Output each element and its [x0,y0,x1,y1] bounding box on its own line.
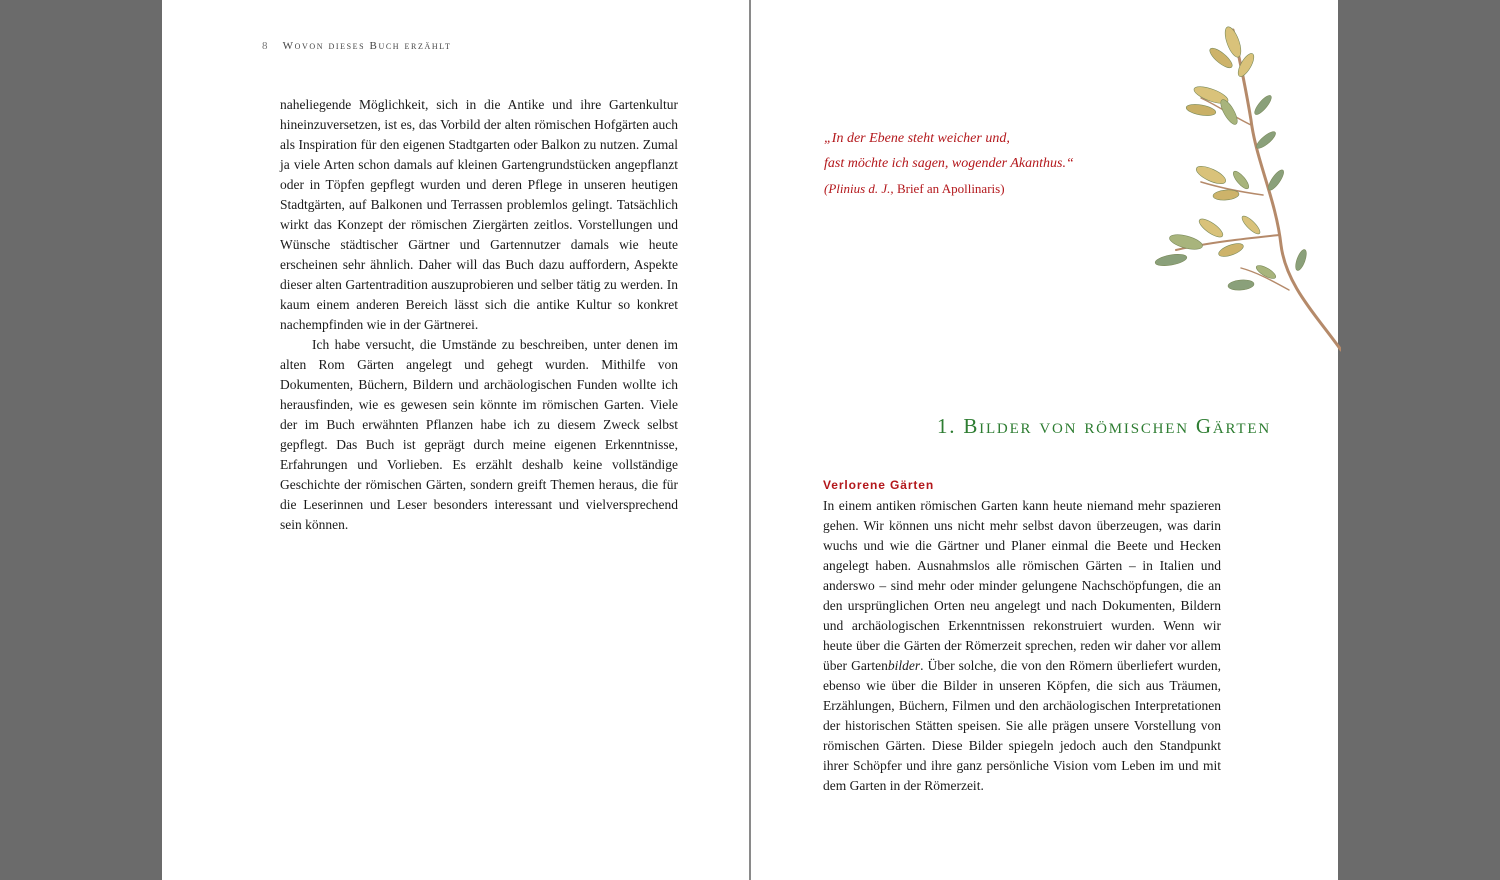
chapter-title: 1. Bilder von römischen Gärten [936,414,1271,438]
right-paragraph-1 [823,496,1221,796]
book-spread [162,0,1338,880]
left-body-text [280,95,678,535]
right-body-text [823,496,1221,796]
right-body-part-1: In einem antiken römischen Garten kann heute niemand mehr spazieren gehen. Wir können uns nicht mehr selbst davon überzeugen, was darin wuchs und wie die Gärtner und Planer einmal die Beete und Hecken angelegt haben. Ausnahmslos alle römischen Gärten – in Italien und anderswo – sind mehr oder minder gelungene Nachschöpfungen, die an den ursprünglichen Orten neu angelegt und nach Dokumenten, Bildern und archäologischen Erkenntnissen rekonstruiert wurden. Wenn wir heute über die Gärten der Römerzeit sprechen, reden wir daher vor allem über Garten [823,498,1221,673]
running-head [262,40,451,52]
right-body-part-2: . Über solche, die von den Römern überliefert wurden, ebenso wie über die Bilder in unseren Köpfen, die sich aus Träumen, Erzählungen, Büchern, Filmen und den archäologischen Interpretationen der historischen Stätten speisen. Sie alle prägen unsere Vorstellung von römischen Gärten. Diese Bilder spiegeln jedoch auch den Standpunkt ihrer Schöpfer und ihre ganz persönliche Vision vom Leben im und mit dem Garten in der Römerzeit. [823,658,1222,793]
running-head-title: Wovon dieses Buch erzählt [282,40,452,52]
acanthus-branch-illustration-icon [1091,10,1341,355]
epigraph-line-1: „In der Ebene steht weicher und, [824,131,1010,146]
section-heading: Verlorene Gärten [823,478,935,492]
left-paragraph-2: Ich habe versucht, die Umstände zu beschreiben, unter denen im alten Rom Gärten angelegt und gehegt wurden. Mithilfe von Dokumenten, Büchern, Bildern und archäologischen Funden wollte ich herausfinden, wie es gewesen sein könnte im römischen Garten. Viele der im Buch erwähnten Pflanzen habe ich zu diesem Zweck selbst gepflegt. Das Buch ist geprägt durch meine eigenen Erkenntnisse, Erfahrungen und Vorlieben. Es erzählt deshalb keine vollständige Geschichte der römischen Gärten, sondern greift Themen heraus, die für die Leserinnen und Leser besonders interessant und vielversprechend sein können. [280,337,678,532]
right-body-emphasis: bilder [887,658,921,673]
epigraph-source-work: Brief an Apollinaris) [896,181,1005,196]
epigraph-line-2: fast möchte ich sagen, wogender Akanthus.“ [824,156,1074,171]
right-page [751,0,1338,880]
left-paragraph-1: naheliegende Möglichkeit, sich in die Antike und ihre Gartenkultur hineinzuversetzen, ist es, das Vorbild der alten römischen Hofgärten auch als Inspiration für den eigenen Stadtgarten oder Balkon zu nutzen. Zumal ja viele Arten schon damals auf kleinen Gartengrundstücken angepflanzt oder in Töpfen gepflegt wurden und deren Pflege in unseren heutigen Stadtgärten, auf Balkonen und Terrassen problemlos gelingt. Tatsächlich wirkt das Konzept der römischen Ziergärten zeitlos. Vorstellungen und Wünsche städtischer Gärtner und Gartennutzer damals wie heute erscheinen sehr ähnlich. Daher will das Buch dazu auffordern, Aspekte dieser alten Gartentradition auszuprobieren und selber tätig zu werden. In kaum einem anderen Bereich lässt sich die antike Kultur so konkret nachempfinden wie in der Gärtnerei. [280,97,678,332]
epigraph-source-author: (Plinius d. J., [824,181,894,196]
page-number: 8 [262,40,269,52]
left-page [162,0,749,880]
